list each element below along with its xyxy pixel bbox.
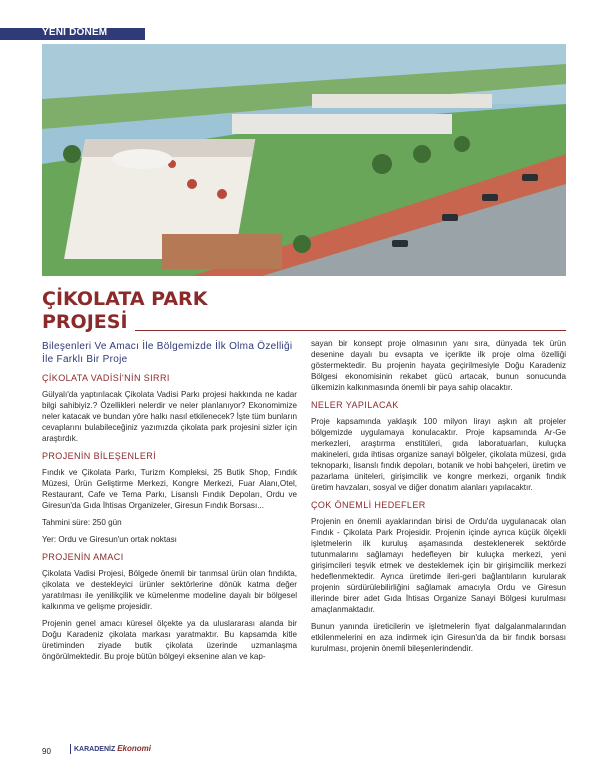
section-heading: ÇİKOLATA VADİSİ'NİN SIRRI [42,373,170,383]
page-number: 90 [42,747,51,756]
hero-rendering-image [42,44,566,276]
article-subtitle: Bileşenleri Ve Amacı İle Bölgemizde İlk Olma Özelliği İle Farklı Bir Proje [42,341,293,365]
left-column [42,340,297,668]
paragraph: Yer: Ordu ve Giresun'un ortak noktası [42,535,177,544]
paragraph: Çikolata Vadisi Projesi, Bölgede önemli bir tarımsal ürün olan fındıkta, çikolata ve destekleyici ürünler sektörlerine dönük katma değer yaratılması ile yenilikçilik ve kümelenme modeline dayalı bir bölgesel kalkınma ve gelişme projesidir. [42,569,297,611]
section-heading: ÇOK ÖNEMLİ HEDEFLER [311,500,426,510]
section-heading: PROJENİN BİLEŞENLERİ [42,451,157,461]
title-rule [135,330,566,331]
paragraph: Projenin en önemli ayaklarından birisi de Ordu'da uygulanacak olan Fındık - Çikolata Park Projesidir. Projenin içinde ayrıca küçük ölçekli işletmelerin ilk kuruluş aşamasında desteklenerek sektörde tutunmalarını sağlamayı hedefleyen bir kuluçka merkezi, yeni girişimcileri teşvik etmek ve desteklemek için bir girişimcilik merkezi hedeflenmektedir. Ayrıca üretimde ileri-geri bağlantıların kurularak projenin sürdürülebilirliğini sağlamak amacıyla Ordu ve Giresun illerinde birer adet Gıda İhtisas Organize Sanayi Bölgesi kurulması amaçlanmaktadır. [311,517,566,614]
paragraph: Gülyalı'da yaptırılacak Çikolata Vadisi Parkı projesi hakkında ne kadar bilgi sahibiyiz.? Özellikleri nelerdir ve neler planlanıyor? Ekonomimize neler katacak ve bundan yöre halkı nasıl etkilenecek? İşte tüm bunların cevaplarını bulabileceğiniz yazımızda çikolata park projesini sizler için araştırdık. [42,390,297,443]
paragraph: Fındık ve Çikolata Parkı, Turizm Kompleksi, 25 Butik Shop, Fındık Müzesi, Ürün Geliştirme Merkezi, Kongre Merkezi, Fuar Alanı,Otel, Restaurant, Cafe ve Tema Parkı, Lisanslı Fındık Depoları, Ordu ve Giresun'da Gıda İhtisas Organizeler, Giresun Fındık Borsası... [42,468,297,510]
magazine-logo: KARADENİZ Ekonomi [70,744,151,754]
paragraph: Tahmini süre: 250 gün [42,518,122,527]
right-column [311,338,566,660]
section-tag: YENİ DÖNEM [0,28,145,40]
paragraph: Bunun yanında üreticilerin ve işletmelerin fiyat dalgalanmalarından etkilenmelerini en aza indirmek için Giresun'da da bir fındık borsası kurulması, projenin önemli bileşenlerindendir. [311,622,566,653]
section-heading: PROJENİN AMACI [42,552,124,562]
section-heading: NELER YAPILACAK [311,400,399,410]
paragraph: sayan bir konsept proje olmasının yanı sıra, dünyada tek ürün desenine dayalı bu evsapta ve içerikte ilk proje olma özelliği göstermektedir. Bu projenin hayata geçirilmesiyle Doğu Karadeniz Bölgesi ekonomisinin rekabet gücü artacak, bunun sonucunda ülkemizin kalkınmasında önemli bir paya sahip olacaktır. [311,339,566,392]
paragraph: Proje kapsamında yaklaşık 100 milyon lirayı aşkın alt projeler bölgemizde uygulamaya konulacaktır. Proje kapsamında Ar-Ge merkezleri, araştırma enstitüleri, gıda laboratuarları, kuluçka makineleri, gıda ihtisas organize sanayi bölgeler, çikolata müzesi, gıda teknoparkı, lisanslı fındık depoları, botanik ve hobi bahçeleri, üretim ve pazarlama üniteleri, girişimcilik ve kongre merkezi, organik fındık üretim havzaları, sosyal ve diğer donatım alanları yapılacaktır. [311,417,566,492]
article-title: ÇİKOLATA PARK PROJESİ [42,288,208,333]
paragraph: Projenin genel amacı küresel ölçekte ya da uluslararası alanda bir Doğu Karadeniz çikolata markası yaratmaktır. Bu kapsamda kitle üretiminden ziyade butik çikolata üzerinde uzmanlaşma öngörülmektedir. Bu proje bütün bölgeyi eksenine alan ve kap- [42,619,297,661]
